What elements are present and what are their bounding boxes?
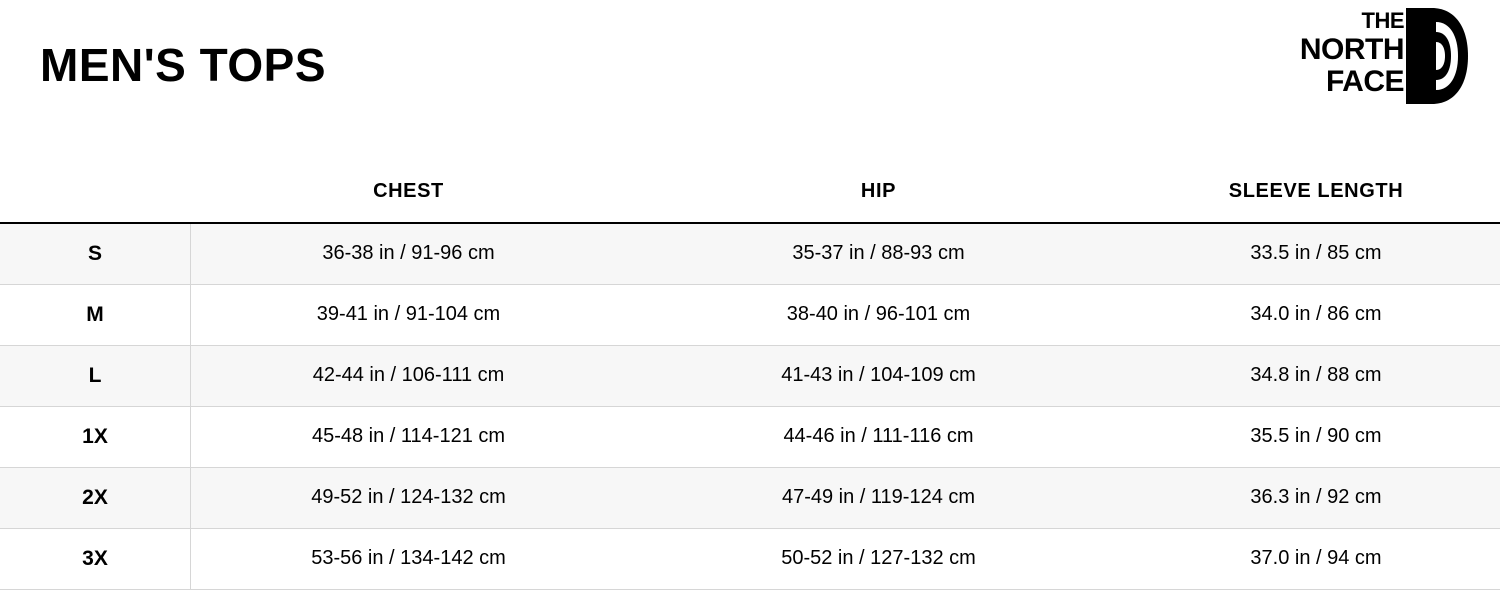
brand-logo: [1288, 8, 1468, 108]
table-header-row: [0, 160, 1500, 223]
cell-chest: 53-56 in / 134-142 cm: [311, 547, 506, 569]
brand-logo-line-3: FACE: [1325, 65, 1404, 99]
cell-size: 1X: [0, 406, 191, 467]
cell-chest: 36-38 in / 91-96 cm: [322, 242, 495, 265]
page-title: MEN'S TOPS: [40, 39, 327, 91]
half-dome-icon: [1406, 8, 1468, 104]
cell-hip: 47-49 in / 119-124 cm: [781, 486, 976, 508]
cell-size: 2X: [0, 467, 191, 528]
cell-size: L: [0, 345, 191, 406]
table-row: [0, 223, 1500, 284]
cell-sleeve: 37.0 in / 94 cm: [1250, 547, 1382, 569]
cell-size: 3X: [0, 528, 191, 589]
size-chart-table: [0, 160, 1500, 590]
column-header-sleeve-length: SLEEVE LENGTH: [1228, 179, 1404, 202]
cell-sleeve: 34.0 in / 86 cm: [1250, 303, 1382, 325]
brand-logo-text: [1288, 10, 1404, 97]
cell-hip: 35-37 in / 88-93 cm: [792, 242, 965, 265]
table-row: [0, 345, 1500, 406]
table-header: [0, 160, 1500, 223]
cell-sleeve: 33.5 in / 85 cm: [1250, 242, 1382, 265]
cell-hip: 50-52 in / 127-132 cm: [781, 547, 976, 569]
cell-sleeve: 35.5 in / 90 cm: [1250, 425, 1382, 447]
brand-logo-line-2: NORTH: [1299, 32, 1404, 66]
cell-chest: 45-48 in / 114-121 cm: [311, 425, 506, 447]
cell-chest: 42-44 in / 106-111 cm: [312, 364, 505, 386]
cell-hip: 44-46 in / 111-116 cm: [783, 425, 974, 447]
brand-logo-line-1: THE: [1361, 8, 1404, 33]
cell-hip: 38-40 in / 96-101 cm: [786, 303, 971, 325]
table-row: [0, 284, 1500, 345]
cell-size: S: [0, 223, 191, 284]
table-row: [0, 467, 1500, 528]
cell-sleeve: 36.3 in / 92 cm: [1250, 486, 1382, 508]
cell-size: M: [0, 284, 191, 345]
table-body: [0, 223, 1500, 589]
cell-chest: 49-52 in / 124-132 cm: [311, 486, 506, 508]
column-header-hip: HIP: [860, 179, 897, 202]
column-header-size: [0, 160, 191, 223]
cell-chest: 39-41 in / 91-104 cm: [316, 303, 501, 325]
cell-hip: 41-43 in / 104-109 cm: [781, 364, 976, 386]
table-row: [0, 406, 1500, 467]
column-header-chest: CHEST: [373, 179, 444, 202]
table-row: [0, 528, 1500, 589]
cell-sleeve: 34.8 in / 88 cm: [1250, 364, 1382, 386]
